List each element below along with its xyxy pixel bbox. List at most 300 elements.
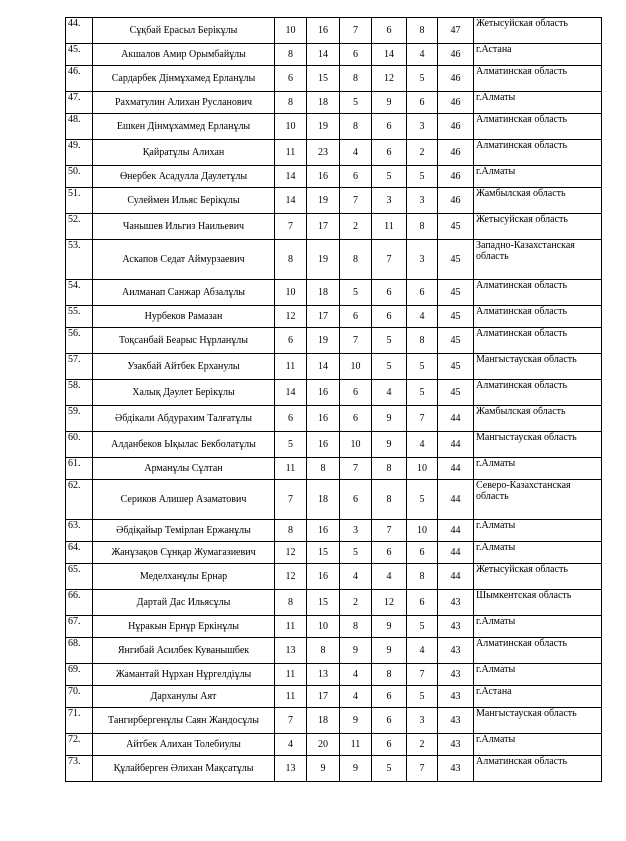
- total-score-cell: 43: [438, 756, 474, 782]
- score-4-cell: 4: [372, 380, 407, 406]
- total-score-cell: 46: [438, 44, 474, 66]
- score-5-cell: 8: [407, 214, 438, 240]
- row-number-cell: 64.: [66, 542, 93, 564]
- score-2-cell: 13: [307, 664, 340, 686]
- region-cell: Алматинская область: [474, 380, 602, 406]
- score-1-cell: 6: [275, 66, 307, 92]
- student-name-cell: Ешкен Дінмұхаммед Ерланұлы: [93, 114, 275, 140]
- student-name-cell: Тоқсанбай Беарыс Нұрланұлы: [93, 328, 275, 354]
- score-5-cell: 4: [407, 638, 438, 664]
- score-2-cell: 16: [307, 18, 340, 44]
- score-4-cell: 6: [372, 18, 407, 44]
- score-2-cell: 8: [307, 638, 340, 664]
- score-1-cell: 11: [275, 354, 307, 380]
- score-3-cell: 7: [340, 458, 372, 480]
- region-cell: г.Алматы: [474, 166, 602, 188]
- score-3-cell: 8: [340, 616, 372, 638]
- total-score-cell: 43: [438, 664, 474, 686]
- score-1-cell: 14: [275, 188, 307, 214]
- score-4-cell: 6: [372, 708, 407, 734]
- score-1-cell: 10: [275, 114, 307, 140]
- score-3-cell: 9: [340, 708, 372, 734]
- score-2-cell: 18: [307, 280, 340, 306]
- score-4-cell: 14: [372, 44, 407, 66]
- score-3-cell: 5: [340, 280, 372, 306]
- total-score-cell: 46: [438, 140, 474, 166]
- region-cell: Жетысуйская область: [474, 214, 602, 240]
- score-2-cell: 17: [307, 686, 340, 708]
- region-cell: Мангыстауская область: [474, 708, 602, 734]
- results-table: [65, 17, 602, 782]
- total-score-cell: 44: [438, 520, 474, 542]
- student-name-cell: Алданбеков Ықылас Бекболатұлы: [93, 432, 275, 458]
- total-score-cell: 45: [438, 214, 474, 240]
- total-score-cell: 44: [438, 542, 474, 564]
- score-4-cell: 8: [372, 480, 407, 520]
- score-1-cell: 8: [275, 92, 307, 114]
- score-2-cell: 16: [307, 564, 340, 590]
- total-score-cell: 45: [438, 354, 474, 380]
- row-number-cell: 55.: [66, 306, 93, 328]
- region-cell: Алматинская область: [474, 66, 602, 92]
- row-number-cell: 73.: [66, 756, 93, 782]
- student-name-cell: Меделханұлы Ернар: [93, 564, 275, 590]
- score-5-cell: 6: [407, 542, 438, 564]
- row-number-cell: 60.: [66, 432, 93, 458]
- row-number-cell: 70.: [66, 686, 93, 708]
- score-2-cell: 8: [307, 458, 340, 480]
- score-1-cell: 11: [275, 140, 307, 166]
- score-5-cell: 6: [407, 92, 438, 114]
- region-cell: г.Алматы: [474, 616, 602, 638]
- region-cell: Западно-Казахстанская область: [474, 240, 602, 280]
- score-1-cell: 8: [275, 240, 307, 280]
- score-3-cell: 11: [340, 734, 372, 756]
- score-4-cell: 7: [372, 240, 407, 280]
- score-2-cell: 16: [307, 166, 340, 188]
- score-2-cell: 14: [307, 44, 340, 66]
- score-1-cell: 12: [275, 564, 307, 590]
- table-row: [66, 542, 602, 564]
- student-name-cell: Сұқбай Ерасыл Берікұлы: [93, 18, 275, 44]
- score-5-cell: 4: [407, 306, 438, 328]
- score-3-cell: 5: [340, 92, 372, 114]
- table-row: [66, 66, 602, 92]
- region-cell: Северо-Казахстанская область: [474, 480, 602, 520]
- score-1-cell: 7: [275, 708, 307, 734]
- score-3-cell: 6: [340, 380, 372, 406]
- region-cell: Мангыстауская область: [474, 432, 602, 458]
- score-3-cell: 6: [340, 480, 372, 520]
- score-4-cell: 6: [372, 542, 407, 564]
- table-row: [66, 240, 602, 280]
- score-3-cell: 9: [340, 756, 372, 782]
- score-2-cell: 19: [307, 188, 340, 214]
- total-score-cell: 43: [438, 638, 474, 664]
- total-score-cell: 43: [438, 686, 474, 708]
- score-4-cell: 6: [372, 686, 407, 708]
- table-row: [66, 92, 602, 114]
- score-5-cell: 2: [407, 140, 438, 166]
- student-name-cell: Нұракын Ернұр Еркінұлы: [93, 616, 275, 638]
- score-1-cell: 6: [275, 406, 307, 432]
- score-5-cell: 4: [407, 44, 438, 66]
- region-cell: Алматинская область: [474, 280, 602, 306]
- score-4-cell: 9: [372, 92, 407, 114]
- total-score-cell: 46: [438, 166, 474, 188]
- region-cell: Жамбылская область: [474, 188, 602, 214]
- table-row: [66, 188, 602, 214]
- region-cell: г.Алматы: [474, 542, 602, 564]
- score-1-cell: 8: [275, 590, 307, 616]
- score-4-cell: 8: [372, 458, 407, 480]
- row-number-cell: 66.: [66, 590, 93, 616]
- student-name-cell: Дарханулы Аят: [93, 686, 275, 708]
- student-name-cell: Арманұлы Сұлтан: [93, 458, 275, 480]
- student-name-cell: Өнербек Асадулла Даулетұлы: [93, 166, 275, 188]
- region-cell: Алматинская область: [474, 306, 602, 328]
- score-3-cell: 4: [340, 686, 372, 708]
- score-2-cell: 23: [307, 140, 340, 166]
- score-5-cell: 3: [407, 708, 438, 734]
- score-5-cell: 8: [407, 564, 438, 590]
- student-name-cell: Тангирбергенұлы Саян Жандосұлы: [93, 708, 275, 734]
- table-row: [66, 520, 602, 542]
- score-5-cell: 5: [407, 616, 438, 638]
- score-2-cell: 19: [307, 240, 340, 280]
- score-1-cell: 11: [275, 616, 307, 638]
- score-3-cell: 8: [340, 114, 372, 140]
- score-4-cell: 9: [372, 432, 407, 458]
- score-5-cell: 10: [407, 458, 438, 480]
- score-1-cell: 13: [275, 756, 307, 782]
- region-cell: Мангыстауская область: [474, 354, 602, 380]
- score-5-cell: 3: [407, 188, 438, 214]
- score-2-cell: 14: [307, 354, 340, 380]
- score-4-cell: 4: [372, 564, 407, 590]
- total-score-cell: 45: [438, 380, 474, 406]
- score-5-cell: 4: [407, 432, 438, 458]
- table-row: [66, 686, 602, 708]
- score-4-cell: 6: [372, 140, 407, 166]
- score-5-cell: 5: [407, 66, 438, 92]
- score-1-cell: 8: [275, 520, 307, 542]
- student-name-cell: Нурбеков Рамазан: [93, 306, 275, 328]
- score-3-cell: 4: [340, 664, 372, 686]
- score-4-cell: 5: [372, 756, 407, 782]
- student-name-cell: Узакбай Айтбек Ерханулы: [93, 354, 275, 380]
- table-row: [66, 638, 602, 664]
- row-number-cell: 44.: [66, 18, 93, 44]
- region-cell: Алматинская область: [474, 114, 602, 140]
- score-5-cell: 3: [407, 114, 438, 140]
- score-2-cell: 18: [307, 92, 340, 114]
- score-1-cell: 10: [275, 280, 307, 306]
- student-name-cell: Акшалов Амир Орымбайұлы: [93, 44, 275, 66]
- score-3-cell: 2: [340, 590, 372, 616]
- total-score-cell: 45: [438, 306, 474, 328]
- region-cell: г.Алматы: [474, 664, 602, 686]
- score-1-cell: 5: [275, 432, 307, 458]
- table-row: [66, 432, 602, 458]
- score-2-cell: 17: [307, 306, 340, 328]
- row-number-cell: 69.: [66, 664, 93, 686]
- student-name-cell: Жамантай Нұрхан Нұргелдіұлы: [93, 664, 275, 686]
- total-score-cell: 47: [438, 18, 474, 44]
- student-name-cell: Сулеймен Ильяс Берікұлы: [93, 188, 275, 214]
- student-name-cell: Әбдіқайыр Темірлан Ержанұлы: [93, 520, 275, 542]
- score-1-cell: 11: [275, 686, 307, 708]
- student-name-cell: Жанұзақов Сұнқар Жумагазиевич: [93, 542, 275, 564]
- score-2-cell: 15: [307, 542, 340, 564]
- score-3-cell: 9: [340, 638, 372, 664]
- total-score-cell: 45: [438, 240, 474, 280]
- score-2-cell: 16: [307, 406, 340, 432]
- student-name-cell: Қайратұлы Алихан: [93, 140, 275, 166]
- row-number-cell: 56.: [66, 328, 93, 354]
- total-score-cell: 46: [438, 92, 474, 114]
- score-3-cell: 3: [340, 520, 372, 542]
- score-5-cell: 6: [407, 590, 438, 616]
- table-row: [66, 664, 602, 686]
- table-row: [66, 214, 602, 240]
- student-name-cell: Халық Дәулет Берікұлы: [93, 380, 275, 406]
- student-name-cell: Әбдікали Абдурахим Талғатұлы: [93, 406, 275, 432]
- row-number-cell: 45.: [66, 44, 93, 66]
- score-4-cell: 6: [372, 734, 407, 756]
- row-number-cell: 51.: [66, 188, 93, 214]
- table-row: [66, 114, 602, 140]
- total-score-cell: 44: [438, 564, 474, 590]
- row-number-cell: 50.: [66, 166, 93, 188]
- table-row: [66, 140, 602, 166]
- student-name-cell: Дартай Дас Ильясұлы: [93, 590, 275, 616]
- score-1-cell: 11: [275, 664, 307, 686]
- score-1-cell: 12: [275, 306, 307, 328]
- score-4-cell: 5: [372, 166, 407, 188]
- row-number-cell: 54.: [66, 280, 93, 306]
- score-5-cell: 7: [407, 406, 438, 432]
- student-name-cell: Айтбек Алихан Толебиулы: [93, 734, 275, 756]
- row-number-cell: 61.: [66, 458, 93, 480]
- score-2-cell: 18: [307, 480, 340, 520]
- score-3-cell: 10: [340, 432, 372, 458]
- score-3-cell: 6: [340, 306, 372, 328]
- score-2-cell: 10: [307, 616, 340, 638]
- score-3-cell: 10: [340, 354, 372, 380]
- score-1-cell: 4: [275, 734, 307, 756]
- total-score-cell: 45: [438, 328, 474, 354]
- table-row: [66, 280, 602, 306]
- score-3-cell: 2: [340, 214, 372, 240]
- region-cell: Алматинская область: [474, 638, 602, 664]
- student-name-cell: Янгибай Асилбек Куванышбек: [93, 638, 275, 664]
- score-1-cell: 10: [275, 18, 307, 44]
- table-row: [66, 380, 602, 406]
- score-3-cell: 6: [340, 166, 372, 188]
- score-3-cell: 7: [340, 328, 372, 354]
- region-cell: Алматинская область: [474, 328, 602, 354]
- row-number-cell: 49.: [66, 140, 93, 166]
- score-4-cell: 3: [372, 188, 407, 214]
- row-number-cell: 59.: [66, 406, 93, 432]
- score-4-cell: 5: [372, 328, 407, 354]
- row-number-cell: 46.: [66, 66, 93, 92]
- student-name-cell: Сардарбек Дінмұхамед Ерланұлы: [93, 66, 275, 92]
- score-1-cell: 6: [275, 328, 307, 354]
- score-1-cell: 14: [275, 166, 307, 188]
- table-row: [66, 306, 602, 328]
- score-4-cell: 9: [372, 638, 407, 664]
- score-4-cell: 11: [372, 214, 407, 240]
- score-2-cell: 19: [307, 328, 340, 354]
- row-number-cell: 63.: [66, 520, 93, 542]
- table-row: [66, 564, 602, 590]
- row-number-cell: 67.: [66, 616, 93, 638]
- region-cell: Алматинская область: [474, 140, 602, 166]
- score-1-cell: 7: [275, 480, 307, 520]
- score-3-cell: 7: [340, 18, 372, 44]
- total-score-cell: 43: [438, 616, 474, 638]
- total-score-cell: 43: [438, 708, 474, 734]
- table-row: [66, 354, 602, 380]
- score-4-cell: 6: [372, 280, 407, 306]
- table-row: [66, 18, 602, 44]
- student-name-cell: Чанышев Ильгиз Наильевич: [93, 214, 275, 240]
- total-score-cell: 46: [438, 66, 474, 92]
- score-1-cell: 14: [275, 380, 307, 406]
- score-5-cell: 8: [407, 18, 438, 44]
- score-4-cell: 12: [372, 590, 407, 616]
- score-5-cell: 3: [407, 240, 438, 280]
- score-5-cell: 2: [407, 734, 438, 756]
- row-number-cell: 65.: [66, 564, 93, 590]
- total-score-cell: 46: [438, 188, 474, 214]
- table-row: [66, 590, 602, 616]
- score-5-cell: 5: [407, 354, 438, 380]
- score-2-cell: 20: [307, 734, 340, 756]
- table-row: [66, 44, 602, 66]
- score-2-cell: 18: [307, 708, 340, 734]
- region-cell: Жетысуйская область: [474, 18, 602, 44]
- score-4-cell: 7: [372, 520, 407, 542]
- student-name-cell: Аскапов Седат Аймурзаевич: [93, 240, 275, 280]
- row-number-cell: 48.: [66, 114, 93, 140]
- region-cell: г.Астана: [474, 686, 602, 708]
- region-cell: г.Алматы: [474, 520, 602, 542]
- region-cell: Шымкентская область: [474, 590, 602, 616]
- score-2-cell: 19: [307, 114, 340, 140]
- row-number-cell: 47.: [66, 92, 93, 114]
- score-3-cell: 6: [340, 44, 372, 66]
- total-score-cell: 44: [438, 432, 474, 458]
- score-5-cell: 5: [407, 380, 438, 406]
- score-5-cell: 5: [407, 480, 438, 520]
- region-cell: Жетысуйская область: [474, 564, 602, 590]
- table-row: [66, 616, 602, 638]
- score-4-cell: 8: [372, 664, 407, 686]
- table-row: [66, 406, 602, 432]
- score-5-cell: 7: [407, 756, 438, 782]
- total-score-cell: 45: [438, 280, 474, 306]
- score-4-cell: 5: [372, 354, 407, 380]
- score-2-cell: 16: [307, 520, 340, 542]
- student-name-cell: Сериков Алишер Азаматович: [93, 480, 275, 520]
- score-1-cell: 7: [275, 214, 307, 240]
- region-cell: Жамбылская область: [474, 406, 602, 432]
- score-3-cell: 7: [340, 188, 372, 214]
- row-number-cell: 71.: [66, 708, 93, 734]
- score-2-cell: 16: [307, 432, 340, 458]
- score-4-cell: 9: [372, 616, 407, 638]
- results-table-body: [66, 18, 602, 782]
- score-2-cell: 16: [307, 380, 340, 406]
- total-score-cell: 44: [438, 406, 474, 432]
- region-cell: г.Астана: [474, 44, 602, 66]
- total-score-cell: 44: [438, 458, 474, 480]
- total-score-cell: 44: [438, 480, 474, 520]
- total-score-cell: 43: [438, 590, 474, 616]
- student-name-cell: Аилманап Санжар Абзалұлы: [93, 280, 275, 306]
- region-cell: г.Алматы: [474, 458, 602, 480]
- score-4-cell: 9: [372, 406, 407, 432]
- score-4-cell: 6: [372, 114, 407, 140]
- score-1-cell: 11: [275, 458, 307, 480]
- total-score-cell: 46: [438, 114, 474, 140]
- score-5-cell: 10: [407, 520, 438, 542]
- score-3-cell: 8: [340, 240, 372, 280]
- region-cell: г.Алматы: [474, 734, 602, 756]
- score-1-cell: 12: [275, 542, 307, 564]
- row-number-cell: 68.: [66, 638, 93, 664]
- row-number-cell: 72.: [66, 734, 93, 756]
- table-row: [66, 458, 602, 480]
- region-cell: Алматинская область: [474, 756, 602, 782]
- score-1-cell: 8: [275, 44, 307, 66]
- score-5-cell: 6: [407, 280, 438, 306]
- score-4-cell: 12: [372, 66, 407, 92]
- score-3-cell: 6: [340, 406, 372, 432]
- score-1-cell: 13: [275, 638, 307, 664]
- score-4-cell: 6: [372, 306, 407, 328]
- score-2-cell: 9: [307, 756, 340, 782]
- table-row: [66, 328, 602, 354]
- score-5-cell: 7: [407, 664, 438, 686]
- score-5-cell: 5: [407, 166, 438, 188]
- score-3-cell: 4: [340, 140, 372, 166]
- student-name-cell: Рахматулин Алихан Русланович: [93, 92, 275, 114]
- score-3-cell: 5: [340, 542, 372, 564]
- score-3-cell: 4: [340, 564, 372, 590]
- table-row: [66, 166, 602, 188]
- table-row: [66, 734, 602, 756]
- score-2-cell: 15: [307, 66, 340, 92]
- total-score-cell: 43: [438, 734, 474, 756]
- table-row: [66, 480, 602, 520]
- score-2-cell: 15: [307, 590, 340, 616]
- row-number-cell: 53.: [66, 240, 93, 280]
- row-number-cell: 58.: [66, 380, 93, 406]
- score-5-cell: 8: [407, 328, 438, 354]
- student-name-cell: Құлайберген Әлихан Мақсатұлы: [93, 756, 275, 782]
- region-cell: г.Алматы: [474, 92, 602, 114]
- table-row: [66, 756, 602, 782]
- table-row: [66, 708, 602, 734]
- score-5-cell: 5: [407, 686, 438, 708]
- row-number-cell: 52.: [66, 214, 93, 240]
- row-number-cell: 62.: [66, 480, 93, 520]
- score-2-cell: 17: [307, 214, 340, 240]
